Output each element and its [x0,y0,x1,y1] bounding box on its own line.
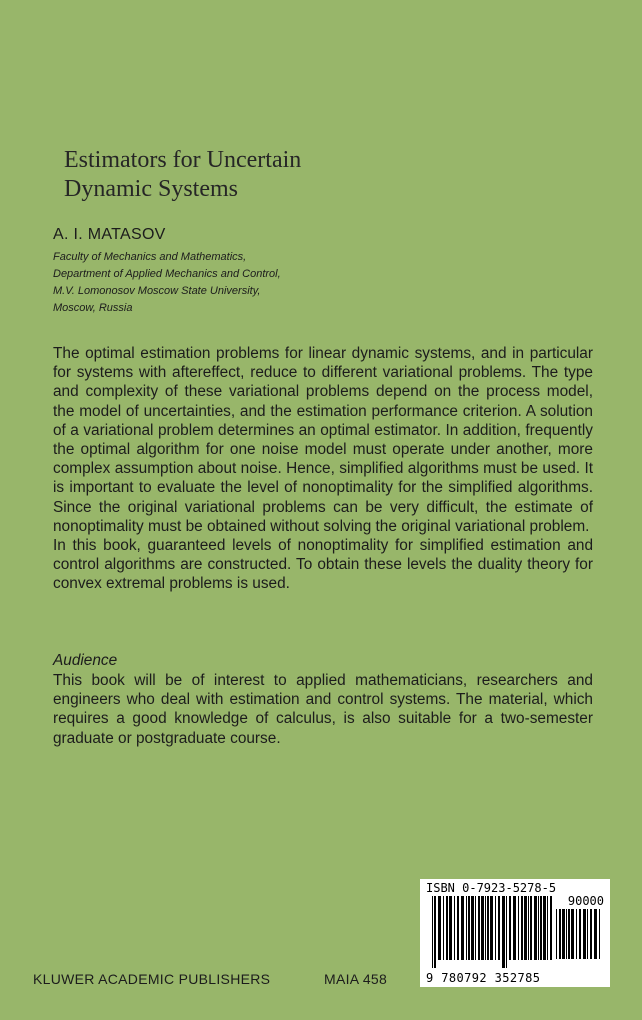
series-number: MAIA 458 [324,971,388,987]
barcode-bar [449,896,452,960]
barcode-bar [509,896,511,960]
barcode-bar [594,909,597,959]
barcode-bar [576,909,577,959]
barcode-bar [571,909,574,959]
barcode-bar [562,909,565,959]
barcode-bar [498,896,500,960]
barcode-bar [443,896,444,960]
barcode-bar [587,909,588,959]
audience-text [53,671,593,748]
barcode-bar [583,909,586,959]
isbn-text: ISBN 0-7923-5278-5 [426,881,557,895]
barcode-bar [534,896,537,960]
barcode-bar [454,896,455,960]
audience-label: Audience [53,652,118,669]
barcode-bar [475,896,476,960]
barcode-bar [579,909,581,959]
barcode-bar [485,896,486,960]
affiliation-line: M.V. Lomonosov Moscow State University, [53,285,261,297]
ean-barcode-bars [432,896,556,968]
barcode-bar [466,896,467,960]
barcode-bar [481,896,484,960]
author-affiliation [53,249,281,317]
description-paragraph: The optimal estimation problems for linear dynamic systems, and in particular for systems with aftereffect, reduce to different variational problems. The type and complexity of these variational problems depend on the process model, the model of uncertainties, and the estimation performance criterion. A solution of a variational problem determines an optimal estimator. In addition, frequently the optimal algorithm for one noise model must operate under another, more complex assumption about noise. Hence, simplified algorithms must be used. It is important to evaluate the level of nonoptimality for the simplified algorithms. Since the original variational problems can be very difficult, the estimate of nonoptimality must be obtained without solving the original variational problem. [53,345,593,535]
barcode-bar [506,896,507,968]
ean-digits-text: 9 780792 352785 [426,971,541,985]
barcode-bar [568,909,570,959]
barcode-bar [528,896,529,960]
affiliation-line: Department of Applied Mechanics and Control, [53,268,281,280]
barcode-bar [487,896,489,960]
barcode-bar [540,896,542,960]
barcode-bar [468,896,470,960]
barcode-bar [524,896,527,960]
barcode-bar [434,896,436,968]
barcode-bar [502,896,505,968]
barcode-bar [538,896,539,960]
description-paragraph: In this book, guaranteed levels of nonoptimality for simplified estimation and control algorithms are constructed. To obtain these levels the duality theory for convex extremal problems is used. [53,537,593,593]
barcode-bar [521,896,523,960]
title-line-2: Dynamic Systems [64,176,238,202]
barcode-bar [432,896,433,968]
barcode-bar [547,896,548,960]
barcode-bar [590,909,592,959]
barcode-bar [438,896,441,960]
isbn-barcode [420,879,610,987]
barcode-bar [446,896,448,960]
barcode-bar [543,896,546,960]
barcode-bar [461,896,464,960]
barcode-bar [495,896,496,960]
barcode-bar [556,909,557,959]
barcode-bar [566,909,567,959]
audience-paragraph: This book will be of interest to applied mathematicians, researchers and engineers who deal with estimation and control systems. The material, which requires a good knowledge of calculus, is also suitable for a two-semester graduate or postgraduate course. [53,672,593,747]
author-name: A. I. MATASOV [53,226,166,243]
barcode-bar [599,909,600,959]
book-title [64,146,301,204]
barcode-bar [518,896,519,960]
barcode-bar [478,896,480,960]
addon-barcode-bars [556,909,604,967]
barcode-bar [471,896,474,960]
barcode-bar [457,896,459,960]
barcode-bar [559,909,561,959]
barcode-bar [513,896,516,960]
title-line-1: Estimators for Uncertain [64,147,302,173]
affiliation-line: Moscow, Russia [53,302,133,314]
book-description [53,344,593,594]
barcode-bar [490,896,493,960]
affiliation-line: Faculty of Mechanics and Mathematics, [53,251,247,263]
publisher-name: KLUWER ACADEMIC PUBLISHERS [33,971,271,987]
price-addon-text: 90000 [567,894,604,908]
barcode-bar [530,896,532,960]
barcode-bar [550,896,552,960]
